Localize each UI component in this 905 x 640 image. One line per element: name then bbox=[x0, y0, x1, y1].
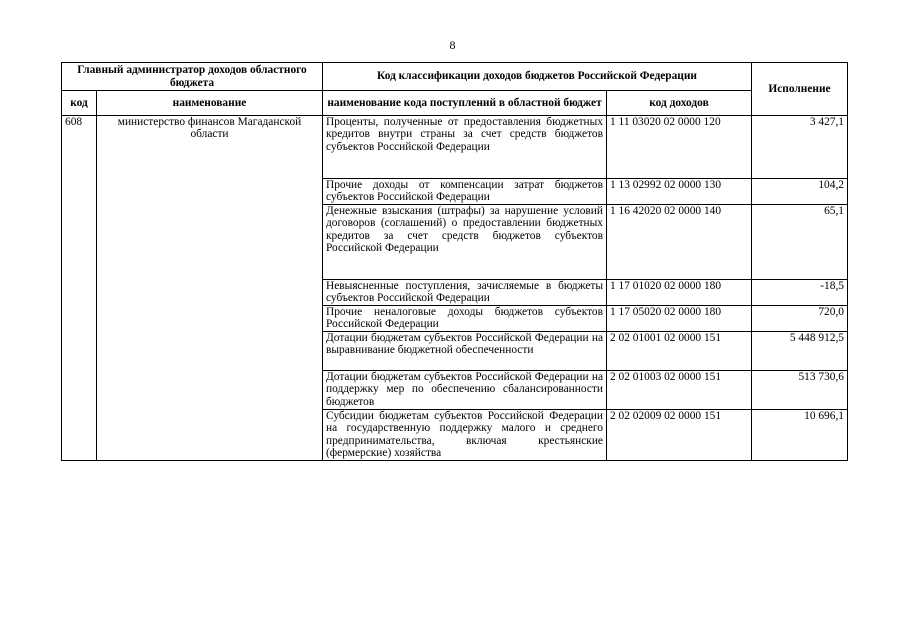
income-code: 2 02 01001 02 0000 151 bbox=[607, 332, 752, 371]
amount: 5 448 912,5 bbox=[752, 332, 848, 371]
amount: 720,0 bbox=[752, 306, 848, 332]
receipt-name: Дотации бюджетам субъектов Российской Федерации на поддержку мер по обеспечению сбалансированности бюджетов bbox=[323, 371, 607, 410]
amount: -18,5 bbox=[752, 280, 848, 306]
income-code: 2 02 02009 02 0000 151 bbox=[607, 410, 752, 461]
receipt-name: Субсидии бюджетам субъектов Российской Федерации на государственную поддержку малого и среднего предпринимательства, включая крестьянские (фермерские) хозяйства bbox=[323, 410, 607, 461]
income-code: 1 16 42020 02 0000 140 bbox=[607, 205, 752, 280]
admin-code: 608 bbox=[62, 116, 97, 461]
amount: 3 427,1 bbox=[752, 116, 848, 179]
income-code: 1 13 02992 02 0000 130 bbox=[607, 179, 752, 205]
table-row bbox=[62, 116, 848, 179]
receipt-name: Дотации бюджетам субъектов Российской Федерации на выравнивание бюджетной обеспеченности bbox=[323, 332, 607, 371]
receipt-name: Денежные взыскания (штрафы) за нарушение условий договоров (соглашений) о предоставлении бюджетных кредитов за счет средств бюджетов субъектов Российской Федерации bbox=[323, 205, 607, 280]
header-execution: Исполнение bbox=[752, 63, 848, 116]
receipt-name: Невыясненные поступления, зачисляемые в бюджеты субъектов Российской Федерации bbox=[323, 280, 607, 306]
header-receipt-name: наименование кода поступлений в областной бюджет bbox=[323, 91, 607, 116]
receipt-name: Проценты, полученные от предоставления бюджетных кредитов внутри страны за счет средств бюджетов субъектов Российской Федерации bbox=[323, 116, 607, 179]
header-admin-group: Главный администратор доходов областного бюджета bbox=[62, 63, 323, 91]
header-row-sub bbox=[62, 91, 848, 116]
header-classification-group: Код классификации доходов бюджетов Российской Федерации bbox=[323, 63, 752, 91]
header-name: наименование bbox=[97, 91, 323, 116]
amount: 104,2 bbox=[752, 179, 848, 205]
receipt-name: Прочие доходы от компенсации затрат бюджетов субъектов Российской Федерации bbox=[323, 179, 607, 205]
amount: 65,1 bbox=[752, 205, 848, 280]
header-code: код bbox=[62, 91, 97, 116]
header-row-top bbox=[62, 63, 848, 91]
amount: 513 730,6 bbox=[752, 371, 848, 410]
table-body bbox=[62, 116, 848, 461]
income-code: 2 02 01003 02 0000 151 bbox=[607, 371, 752, 410]
income-code: 1 17 01020 02 0000 180 bbox=[607, 280, 752, 306]
income-code: 1 11 03020 02 0000 120 bbox=[607, 116, 752, 179]
admin-name: министерство финансов Магаданской области bbox=[97, 116, 323, 461]
page-number: 8 bbox=[449, 38, 456, 52]
income-table bbox=[61, 62, 848, 461]
header-income-code: код доходов bbox=[607, 91, 752, 116]
amount: 10 696,1 bbox=[752, 410, 848, 461]
income-code: 1 17 05020 02 0000 180 bbox=[607, 306, 752, 332]
receipt-name: Прочие неналоговые доходы бюджетов субъектов Российской Федерации bbox=[323, 306, 607, 332]
